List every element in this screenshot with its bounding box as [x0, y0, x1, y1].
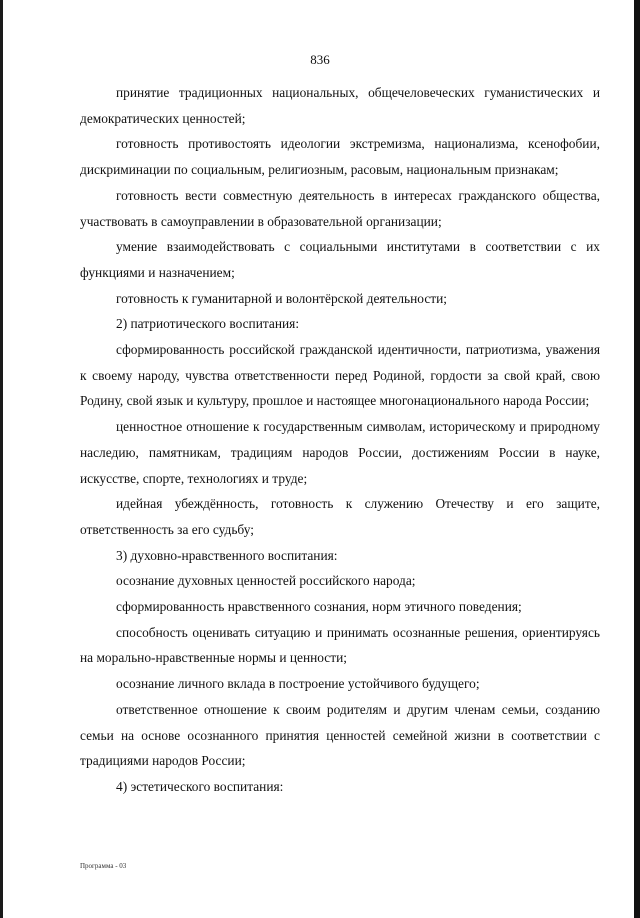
- paragraph: готовность противостоять идеологии экстремизма, национализма, ксенофобии, дискриминации по социальным, религиозным, расовым, национальным признакам;: [80, 136, 600, 178]
- paragraph: способность оценивать ситуацию и принимать осознанные решения, ориентируясь на морально-нравственные нормы и ценности;: [80, 624, 600, 666]
- paragraph: сформированность российской гражданской идентичности, патриотизма, уважения к своему народу, чувства ответственности перед Родиной, гордости за свой край, свою Родину, свой язык и культуру, прошлое и настоящее многонационального народа России;: [80, 342, 600, 409]
- paragraph: ценностное отношение к государственным символам, историческому и природному наследию, памятникам, традициям народов России, достижениям России в науке, искусстве, спорте, технологиях и труде;: [80, 419, 600, 486]
- paragraph: сформированность нравственного сознания, норм этичного поведения;: [116, 599, 522, 615]
- section-heading: 4) эстетического воспитания:: [116, 778, 284, 794]
- paragraph: готовность к гуманитарной и волонтёрской деятельности;: [116, 290, 448, 306]
- paragraph: принятие традиционных национальных, общечеловеческих гуманистических и демократических ценностей;: [80, 85, 600, 126]
- section-heading: 2) патриотического воспитания:: [116, 316, 300, 332]
- scan-edge-right: [634, 0, 640, 918]
- paragraph: ответственное отношение к своим родителям и другим членам семьи, созданию семьи на основе осознанного принятия ценностей семейной жизни в соответствии с традициями народов России;: [80, 701, 600, 769]
- footer-label: Программа - 03: [80, 862, 127, 870]
- scan-edge-left: [0, 0, 3, 918]
- section-heading: 3) духовно-нравственного воспитания:: [116, 547, 338, 563]
- paragraph: осознание духовных ценностей российского народа;: [116, 573, 416, 589]
- paragraph: готовность вести совместную деятельность в интересах гражданского общества, участвовать в самоуправлении в образовательной организации;: [80, 187, 600, 229]
- paragraph: осознание личного вклада в построение устойчивого будущего;: [116, 676, 480, 692]
- page-number: 836: [310, 52, 330, 67]
- paragraph: идейная убеждённость, готовность к служению Отечеству и его защите, ответственность за его судьбу;: [80, 496, 600, 537]
- document-body: [80, 80, 600, 800]
- paragraph: умение взаимодействовать с социальными институтами в соответствии с их функциями и назначением;: [80, 239, 600, 280]
